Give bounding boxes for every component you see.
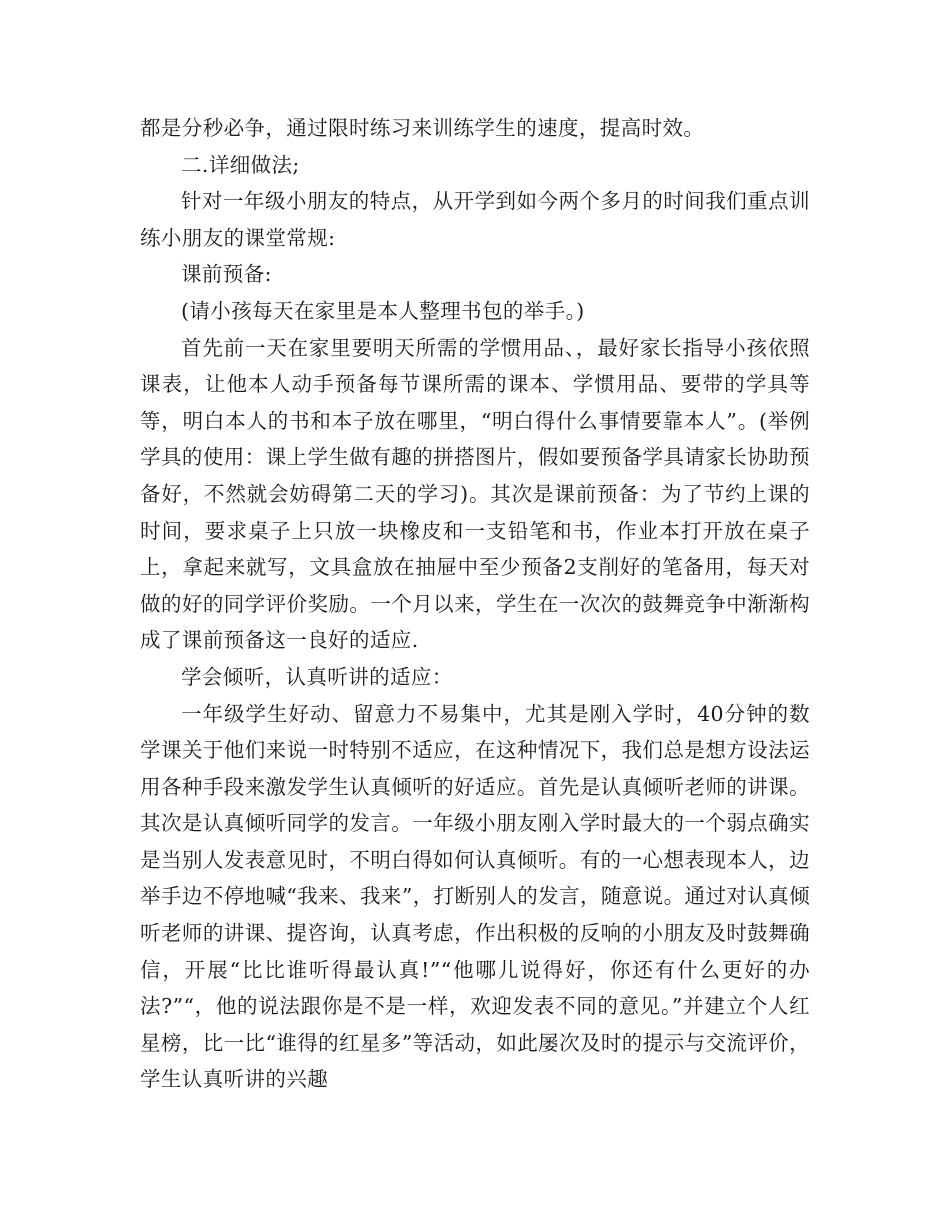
paragraph-preparation-details: 首先前一天在家里要明天所需的学惯用品、，最好家长指导小孩依照课表，让他本人动手预备每节课所需的课本、学惯用品、要带的学具等等，明白本人的书和本子放在哪里，“明白得什么事情要靠本人”。(举例学具的使用：课上学生做有趣的拼搭图片，假如要预备学具请家长协助预备好，不然就会妨碍第二天的学习)。其次是课前预备：为了节约上课的时间，要求桌子上只放一块橡皮和一支铅笔和书，作业本打开放在桌子上，拿起来就写，文具盒放在抽屉中至少预备2支削好的笔备用，每天对做的好的同学评价奖励。一个月以来，学生在一次次的鼓舞竞争中渐渐构成了课前预备这一良好的适应. [140, 335, 810, 653]
paragraph-continuation: 都是分秒必争，通过限时练习来训练学生的速度，提高时效。 [140, 116, 705, 140]
subheading-listening-habit: 学会倾听，认真听讲的适应： [181, 664, 453, 689]
paragraph-listening-details: 一年级学生好动、留意力不易集中，尤其是刚入学时，40分钟的数学课关于他们来说一时特别不适应，在这种情况下，我们总是想方设法运用各种手段来激发学生认真倾听的好适应。首先是认真倾听老师的讲课。其次是认真倾听同学的发言。一年级小朋友刚入学时最大的一个弱点确实是当别人发表意见时，不明白得如何认真倾听。有的一心想表现本人，边举手边不停地喊“我来、我来”，打断别人的发言，随意说。通过对认真倾听老师的讲课、提咨询，认真考虑，作出积极的反响的小朋友及时鼓舞确信，开展“比比谁听得最认真!”“他哪儿说得好，你还有什么更好的办法?”“，他的说法跟你是不是一样，欢迎发表不同的意见。”并建立个人红星榜，比一比“谁得的红星多”等活动，如此屡次及时的提示与交流评价，学生认真听讲的兴趣 [140, 701, 810, 1092]
section-heading-detailed-methods: 二.详细做法; [181, 152, 300, 177]
paragraph-note: (请小孩每天在家里是本人整理书包的举手。) [181, 298, 585, 323]
document-page [140, 110, 810, 1098]
paragraph-intro: 针对一年级小朋友的特点，从开学到如今两个多月的时间我们重点训练小朋友的课堂常规: [140, 189, 810, 250]
subheading-pre-class-preparation: 课前预备: [181, 262, 272, 287]
